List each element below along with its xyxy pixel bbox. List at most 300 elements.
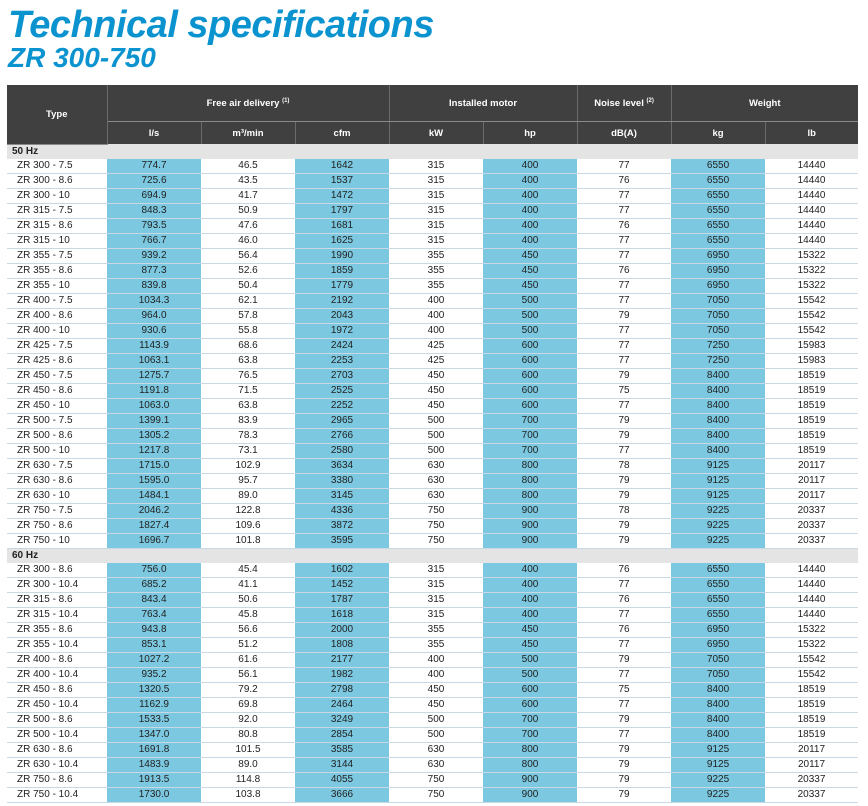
value-cell: 6550 — [671, 233, 765, 248]
value-cell: 315 — [389, 577, 483, 592]
value-cell: 55.8 — [201, 323, 295, 338]
value-cell: 7050 — [671, 652, 765, 667]
value-cell: 1027.2 — [107, 652, 201, 667]
value-cell: 50.6 — [201, 592, 295, 607]
value-cell: 1533.5 — [107, 712, 201, 727]
value-cell: 450 — [389, 682, 483, 697]
value-cell: 1162.9 — [107, 697, 201, 712]
type-cell: ZR 450 - 8.6 — [7, 383, 107, 398]
value-cell: 2000 — [295, 622, 389, 637]
table-row — [7, 368, 858, 383]
value-cell: 935.2 — [107, 667, 201, 682]
value-cell: 1696.7 — [107, 533, 201, 548]
value-cell: 400 — [483, 159, 577, 174]
value-cell: 500 — [389, 428, 483, 443]
value-cell: 450 — [483, 622, 577, 637]
type-cell: ZR 355 - 10 — [7, 278, 107, 293]
value-cell: 101.5 — [201, 742, 295, 757]
value-cell: 600 — [483, 697, 577, 712]
value-cell: 79 — [577, 742, 671, 757]
value-cell: 14440 — [765, 563, 858, 578]
value-cell: 9225 — [671, 533, 765, 548]
value-cell: 15542 — [765, 293, 858, 308]
value-cell: 3380 — [295, 473, 389, 488]
value-cell: 6950 — [671, 263, 765, 278]
type-cell: ZR 315 - 10.4 — [7, 607, 107, 622]
value-cell: 77 — [577, 203, 671, 218]
value-cell: 8400 — [671, 428, 765, 443]
value-cell: 450 — [483, 637, 577, 652]
value-cell: 750 — [389, 787, 483, 802]
value-cell: 7050 — [671, 308, 765, 323]
type-cell: ZR 450 - 7.5 — [7, 368, 107, 383]
value-cell: 1859 — [295, 263, 389, 278]
value-cell: 766.7 — [107, 233, 201, 248]
value-cell: 793.5 — [107, 218, 201, 233]
table-row — [7, 488, 858, 503]
value-cell: 9225 — [671, 787, 765, 802]
value-cell: 400 — [483, 577, 577, 592]
value-cell: 1808 — [295, 637, 389, 652]
value-cell: 400 — [483, 592, 577, 607]
value-cell: 18519 — [765, 697, 858, 712]
value-cell: 600 — [483, 398, 577, 413]
value-cell: 450 — [389, 697, 483, 712]
value-cell: 6950 — [671, 248, 765, 263]
value-cell: 500 — [483, 308, 577, 323]
table-row — [7, 218, 858, 233]
value-cell: 20337 — [765, 518, 858, 533]
weight-label: Weight — [749, 97, 781, 109]
table-row — [7, 248, 858, 263]
value-cell: 6950 — [671, 637, 765, 652]
value-cell: 3585 — [295, 742, 389, 757]
table-row — [7, 712, 858, 727]
free-air-delivery-label: Free air delivery — [206, 97, 280, 109]
value-cell: 20337 — [765, 503, 858, 518]
table-row — [7, 563, 858, 578]
value-cell: 56.4 — [201, 248, 295, 263]
type-cell: ZR 400 - 8.6 — [7, 652, 107, 667]
value-cell: 79 — [577, 518, 671, 533]
value-cell: 76 — [577, 263, 671, 278]
value-cell: 600 — [483, 368, 577, 383]
value-cell: 9225 — [671, 772, 765, 787]
value-cell: 355 — [389, 248, 483, 263]
value-cell: 15322 — [765, 248, 858, 263]
value-cell: 18519 — [765, 727, 858, 742]
value-cell: 1347.0 — [107, 727, 201, 742]
value-cell: 77 — [577, 443, 671, 458]
type-cell: ZR 315 - 7.5 — [7, 203, 107, 218]
value-cell: 20117 — [765, 742, 858, 757]
value-cell: 1618 — [295, 607, 389, 622]
unit-header-kg: kg — [671, 122, 765, 145]
value-cell: 79 — [577, 787, 671, 802]
table-row — [7, 308, 858, 323]
value-cell: 46.5 — [201, 159, 295, 174]
value-cell: 77 — [577, 248, 671, 263]
value-cell: 77 — [577, 323, 671, 338]
type-cell: ZR 750 - 8.6 — [7, 772, 107, 787]
value-cell: 315 — [389, 188, 483, 203]
value-cell: 122.8 — [201, 503, 295, 518]
type-cell: ZR 355 - 8.6 — [7, 263, 107, 278]
unit-header-cfm: cfm — [295, 122, 389, 145]
table-row — [7, 757, 858, 772]
noise-level-header — [577, 85, 671, 122]
value-cell: 3145 — [295, 488, 389, 503]
value-cell: 425 — [389, 338, 483, 353]
section-header-row — [7, 548, 858, 563]
value-cell: 8400 — [671, 727, 765, 742]
value-cell: 15322 — [765, 263, 858, 278]
value-cell: 315 — [389, 563, 483, 578]
table-body — [7, 144, 858, 802]
value-cell: 77 — [577, 577, 671, 592]
value-cell: 8400 — [671, 383, 765, 398]
value-cell: 6550 — [671, 592, 765, 607]
page-title: Technical specifications — [8, 4, 434, 46]
value-cell: 800 — [483, 458, 577, 473]
value-cell: 400 — [389, 308, 483, 323]
value-cell: 52.6 — [201, 263, 295, 278]
value-cell: 8400 — [671, 398, 765, 413]
value-cell: 1063.0 — [107, 398, 201, 413]
value-cell: 900 — [483, 518, 577, 533]
table-row — [7, 577, 858, 592]
type-cell: ZR 355 - 7.5 — [7, 248, 107, 263]
value-cell: 76 — [577, 592, 671, 607]
value-cell: 18519 — [765, 413, 858, 428]
value-cell: 843.4 — [107, 592, 201, 607]
value-cell: 61.6 — [201, 652, 295, 667]
value-cell: 877.3 — [107, 263, 201, 278]
value-cell: 18519 — [765, 383, 858, 398]
value-cell: 500 — [483, 652, 577, 667]
value-cell: 109.6 — [201, 518, 295, 533]
type-cell: ZR 400 - 10 — [7, 323, 107, 338]
type-cell: ZR 425 - 8.6 — [7, 353, 107, 368]
value-cell: 6550 — [671, 159, 765, 174]
type-cell: ZR 630 - 10.4 — [7, 757, 107, 772]
value-cell: 20337 — [765, 533, 858, 548]
value-cell: 1305.2 — [107, 428, 201, 443]
value-cell: 315 — [389, 218, 483, 233]
value-cell: 700 — [483, 413, 577, 428]
value-cell: 89.0 — [201, 757, 295, 772]
table-header — [7, 85, 858, 144]
value-cell: 43.5 — [201, 173, 295, 188]
value-cell: 400 — [389, 323, 483, 338]
value-cell: 315 — [389, 592, 483, 607]
value-cell: 763.4 — [107, 607, 201, 622]
value-cell: 18519 — [765, 712, 858, 727]
value-cell: 79 — [577, 533, 671, 548]
value-cell: 1625 — [295, 233, 389, 248]
value-cell: 600 — [483, 682, 577, 697]
value-cell: 8400 — [671, 697, 765, 712]
table-row — [7, 323, 858, 338]
value-cell: 1275.7 — [107, 368, 201, 383]
type-cell: ZR 500 - 10.4 — [7, 727, 107, 742]
value-cell: 725.6 — [107, 173, 201, 188]
value-cell: 78.3 — [201, 428, 295, 443]
value-cell: 9225 — [671, 503, 765, 518]
value-cell: 15322 — [765, 622, 858, 637]
table-row — [7, 667, 858, 682]
section-header-row — [7, 144, 858, 159]
value-cell: 20117 — [765, 458, 858, 473]
value-cell: 1642 — [295, 159, 389, 174]
value-cell: 6950 — [671, 278, 765, 293]
value-cell: 79 — [577, 413, 671, 428]
value-cell: 77 — [577, 727, 671, 742]
table-row — [7, 727, 858, 742]
value-cell: 18519 — [765, 398, 858, 413]
value-cell: 9125 — [671, 473, 765, 488]
footnote-marker: (1) — [282, 97, 290, 104]
value-cell: 14440 — [765, 577, 858, 592]
table-row — [7, 428, 858, 443]
unit-header-ls: l/s — [107, 122, 201, 145]
value-cell: 1972 — [295, 323, 389, 338]
value-cell: 3249 — [295, 712, 389, 727]
table-row — [7, 203, 858, 218]
value-cell: 6550 — [671, 173, 765, 188]
value-cell: 6550 — [671, 563, 765, 578]
value-cell: 7050 — [671, 293, 765, 308]
type-cell: ZR 315 - 8.6 — [7, 218, 107, 233]
value-cell: 3872 — [295, 518, 389, 533]
value-cell: 8400 — [671, 413, 765, 428]
value-cell: 9125 — [671, 757, 765, 772]
value-cell: 15542 — [765, 652, 858, 667]
value-cell: 92.0 — [201, 712, 295, 727]
value-cell: 450 — [389, 398, 483, 413]
value-cell: 41.7 — [201, 188, 295, 203]
value-cell: 450 — [389, 368, 483, 383]
type-cell: ZR 300 - 8.6 — [7, 563, 107, 578]
value-cell: 630 — [389, 458, 483, 473]
value-cell: 7050 — [671, 323, 765, 338]
noise-level-label: Noise level — [594, 97, 644, 109]
value-cell: 1217.8 — [107, 443, 201, 458]
unit-header-m3min: m³/min — [201, 122, 295, 145]
value-cell: 76 — [577, 218, 671, 233]
value-cell: 4336 — [295, 503, 389, 518]
value-cell: 20117 — [765, 473, 858, 488]
type-cell: ZR 400 - 10.4 — [7, 667, 107, 682]
header-unit-row — [7, 122, 858, 145]
table-row — [7, 353, 858, 368]
value-cell: 79 — [577, 428, 671, 443]
value-cell: 7250 — [671, 338, 765, 353]
value-cell: 1681 — [295, 218, 389, 233]
value-cell: 6550 — [671, 188, 765, 203]
value-cell: 355 — [389, 263, 483, 278]
value-cell: 1034.3 — [107, 293, 201, 308]
value-cell: 114.8 — [201, 772, 295, 787]
value-cell: 76 — [577, 173, 671, 188]
value-cell: 630 — [389, 757, 483, 772]
value-cell: 63.8 — [201, 353, 295, 368]
value-cell: 8400 — [671, 443, 765, 458]
value-cell: 76.5 — [201, 368, 295, 383]
table-row — [7, 607, 858, 622]
type-cell: ZR 450 - 8.6 — [7, 682, 107, 697]
value-cell: 900 — [483, 787, 577, 802]
value-cell: 15542 — [765, 308, 858, 323]
type-cell: ZR 630 - 10 — [7, 488, 107, 503]
value-cell: 79.2 — [201, 682, 295, 697]
value-cell: 750 — [389, 533, 483, 548]
value-cell: 1982 — [295, 667, 389, 682]
value-cell: 500 — [389, 413, 483, 428]
value-cell: 14440 — [765, 233, 858, 248]
value-cell: 2253 — [295, 353, 389, 368]
section-label: 60 Hz — [7, 548, 858, 563]
value-cell: 62.1 — [201, 293, 295, 308]
type-cell: ZR 630 - 7.5 — [7, 458, 107, 473]
table-row — [7, 278, 858, 293]
value-cell: 2525 — [295, 383, 389, 398]
table-row — [7, 443, 858, 458]
value-cell: 700 — [483, 712, 577, 727]
value-cell: 3144 — [295, 757, 389, 772]
page-subtitle: ZR 300-750 — [8, 42, 156, 73]
value-cell: 71.5 — [201, 383, 295, 398]
value-cell: 800 — [483, 742, 577, 757]
value-cell: 756.0 — [107, 563, 201, 578]
installed-motor-label: Installed motor — [448, 97, 518, 109]
value-cell: 45.8 — [201, 607, 295, 622]
value-cell: 20117 — [765, 757, 858, 772]
value-cell: 1484.1 — [107, 488, 201, 503]
value-cell: 700 — [483, 428, 577, 443]
unit-header-lb: lb — [765, 122, 858, 145]
value-cell: 450 — [389, 383, 483, 398]
type-cell: ZR 355 - 10.4 — [7, 637, 107, 652]
value-cell: 630 — [389, 488, 483, 503]
value-cell: 839.8 — [107, 278, 201, 293]
value-cell: 1787 — [295, 592, 389, 607]
value-cell: 77 — [577, 278, 671, 293]
value-cell: 79 — [577, 712, 671, 727]
value-cell: 7050 — [671, 667, 765, 682]
value-cell: 77 — [577, 607, 671, 622]
value-cell: 20337 — [765, 772, 858, 787]
value-cell: 20337 — [765, 787, 858, 802]
type-cell: ZR 300 - 10.4 — [7, 577, 107, 592]
value-cell: 853.1 — [107, 637, 201, 652]
value-cell: 80.8 — [201, 727, 295, 742]
value-cell: 77 — [577, 637, 671, 652]
type-cell: ZR 315 - 8.6 — [7, 592, 107, 607]
value-cell: 14440 — [765, 159, 858, 174]
value-cell: 6550 — [671, 218, 765, 233]
value-cell: 774.7 — [107, 159, 201, 174]
value-cell: 77 — [577, 398, 671, 413]
table-row — [7, 622, 858, 637]
value-cell: 694.9 — [107, 188, 201, 203]
table-row — [7, 413, 858, 428]
type-cell: ZR 750 - 10.4 — [7, 787, 107, 802]
value-cell: 9225 — [671, 518, 765, 533]
unit-header-kw: kW — [389, 122, 483, 145]
value-cell: 15983 — [765, 353, 858, 368]
table-row — [7, 398, 858, 413]
table-row — [7, 652, 858, 667]
value-cell: 1730.0 — [107, 787, 201, 802]
value-cell: 315 — [389, 159, 483, 174]
value-cell: 2043 — [295, 308, 389, 323]
value-cell: 750 — [389, 518, 483, 533]
value-cell: 14440 — [765, 203, 858, 218]
value-cell: 2046.2 — [107, 503, 201, 518]
value-cell: 8400 — [671, 368, 765, 383]
weight-header — [671, 85, 858, 122]
value-cell: 315 — [389, 607, 483, 622]
unit-header-hp: hp — [483, 122, 577, 145]
value-cell: 450 — [483, 278, 577, 293]
value-cell: 355 — [389, 622, 483, 637]
value-cell: 41.1 — [201, 577, 295, 592]
value-cell: 355 — [389, 278, 483, 293]
value-cell: 2252 — [295, 398, 389, 413]
value-cell: 14440 — [765, 218, 858, 233]
value-cell: 14440 — [765, 592, 858, 607]
table-row — [7, 503, 858, 518]
value-cell: 2580 — [295, 443, 389, 458]
table-row — [7, 697, 858, 712]
value-cell: 400 — [483, 607, 577, 622]
value-cell: 800 — [483, 757, 577, 772]
value-cell: 2424 — [295, 338, 389, 353]
value-cell: 450 — [483, 263, 577, 278]
value-cell: 79 — [577, 308, 671, 323]
value-cell: 3595 — [295, 533, 389, 548]
value-cell: 77 — [577, 353, 671, 368]
value-cell: 8400 — [671, 712, 765, 727]
value-cell: 3634 — [295, 458, 389, 473]
value-cell: 315 — [389, 233, 483, 248]
table-row — [7, 592, 858, 607]
value-cell: 1537 — [295, 173, 389, 188]
value-cell: 83.9 — [201, 413, 295, 428]
value-cell: 943.8 — [107, 622, 201, 637]
value-cell: 77 — [577, 233, 671, 248]
value-cell: 2192 — [295, 293, 389, 308]
table-row — [7, 772, 858, 787]
value-cell: 15322 — [765, 637, 858, 652]
value-cell: 47.6 — [201, 218, 295, 233]
value-cell: 500 — [483, 667, 577, 682]
value-cell: 2703 — [295, 368, 389, 383]
value-cell: 964.0 — [107, 308, 201, 323]
value-cell: 89.0 — [201, 488, 295, 503]
value-cell: 1063.1 — [107, 353, 201, 368]
value-cell: 78 — [577, 458, 671, 473]
value-cell: 77 — [577, 667, 671, 682]
value-cell: 18519 — [765, 682, 858, 697]
value-cell: 79 — [577, 488, 671, 503]
value-cell: 500 — [483, 323, 577, 338]
value-cell: 9125 — [671, 458, 765, 473]
type-cell: ZR 425 - 7.5 — [7, 338, 107, 353]
value-cell: 1143.9 — [107, 338, 201, 353]
value-cell: 75 — [577, 682, 671, 697]
